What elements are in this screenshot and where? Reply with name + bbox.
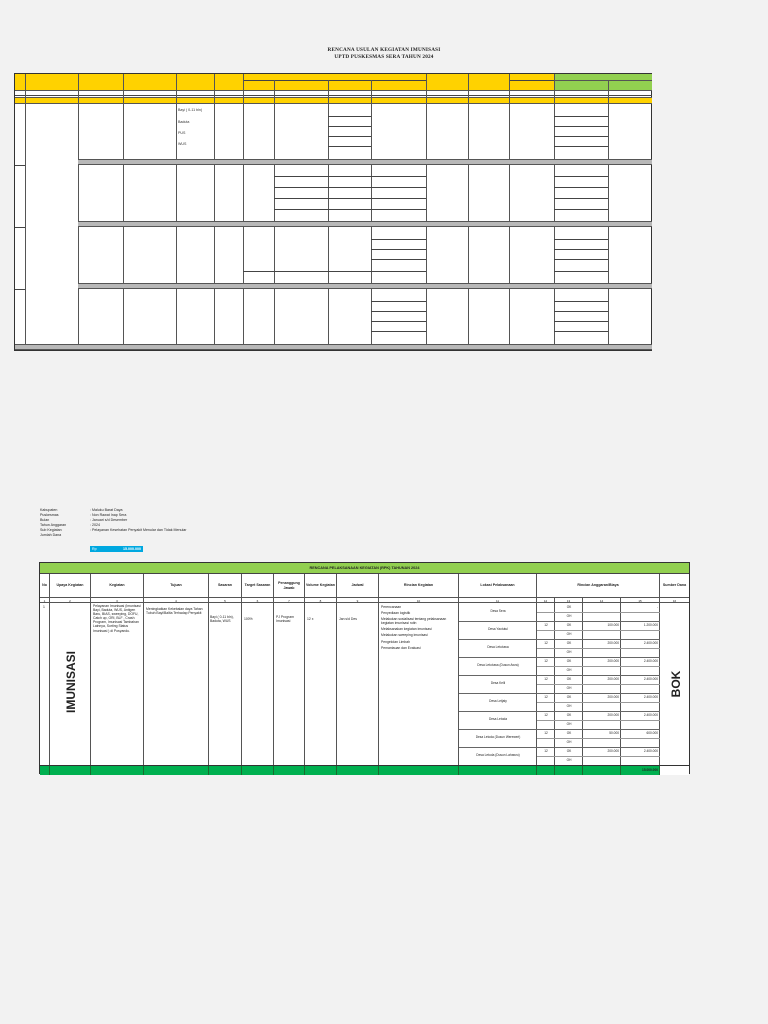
hdr-tujuan: Tujuan — [144, 574, 209, 597]
budget-unit-ok: OK — [566, 605, 572, 609]
budget-unit-ok: OK — [566, 731, 572, 735]
info-label-tahun: Tahun Anggaran — [40, 523, 67, 527]
ruk-footer-band — [15, 344, 652, 350]
info-labels — [40, 508, 66, 538]
rincian-item: Pemantauan dan Evaluasi — [381, 645, 421, 650]
colnum-12: 12 — [537, 597, 555, 603]
colnum-2: 2 — [50, 597, 91, 603]
info-value-puskesmas: : Non Rawat Inap Sera — [90, 513, 127, 517]
budget-jumlah: 600.000 — [646, 731, 658, 735]
total-bar — [40, 765, 689, 775]
colnum-1: 1 — [40, 597, 50, 603]
hdr-target: Target Sasaran — [242, 574, 274, 597]
budget-vol: 12 — [544, 749, 548, 753]
budget-jumlah: 1.200.000 — [643, 623, 658, 627]
total-value: 15.000.000 — [642, 768, 658, 772]
budget-vol: 12 — [544, 623, 548, 627]
rincian-list — [381, 605, 458, 650]
doc-title-line1: RENCANA USULAN KEGIATAN IMUNISASI — [327, 47, 441, 53]
hdr-jadwal: Jadwal — [337, 574, 379, 597]
budget-jumlah: 2.400.000 — [643, 677, 658, 681]
rincian-item: Perencanaan — [381, 605, 402, 609]
budget-harga: 200.000 — [607, 749, 619, 753]
hdr-anggaran: Rincian Anggaran/Biaya — [537, 574, 660, 597]
budget-unit-oh: OH — [566, 740, 572, 744]
tujuan-text: Meningkatkan Kekebalan daya Tahan Tubuh Bayi/Balita Terhadap Penyakit — [146, 607, 203, 616]
hdr-lokasi: Lokasi Pelaksanaan — [459, 574, 537, 597]
hdr-volume: Volume Kegiatan — [305, 574, 337, 597]
lokasi-item: Desa Yaotutul — [488, 627, 508, 631]
colnum-11: 11 — [459, 597, 537, 603]
lokasi-item: Desa Letoda (Dusun Lahawru) — [476, 753, 520, 757]
budget-unit-oh: OH — [566, 686, 572, 690]
row-no: 1 — [43, 605, 45, 609]
budget-jumlah: 2.400.000 — [643, 749, 658, 753]
budget-unit-oh: OH — [566, 668, 572, 672]
dana-box — [90, 546, 143, 552]
budget-vol: 12 — [544, 713, 548, 717]
hdr-sumber: Sumber Dana — [662, 583, 687, 588]
sasaran-text: Bayi ( 0-11 bln), Baduta, WUS — [210, 615, 234, 624]
budget-unit-oh: OH — [566, 614, 572, 618]
dana-value: 15.000.000 — [123, 547, 141, 551]
lokasi-item: Desa Letutuwa (Dusun Awra) — [477, 663, 519, 667]
budget-vol: 12 — [544, 677, 548, 681]
info-values — [90, 508, 187, 533]
ruk-header-band — [15, 74, 555, 91]
budget-unit-ok: OK — [566, 659, 572, 663]
ruk-table — [14, 73, 652, 351]
ruk-colnum-band — [15, 97, 652, 104]
ruk-header-green-sub — [554, 81, 652, 91]
budget-jumlah: 2.400.000 — [643, 641, 658, 645]
ruk-section-divider-3 — [78, 283, 652, 289]
budget-harga: 200.000 — [607, 659, 619, 663]
colnum-6: 6 — [242, 597, 274, 603]
info-label-dana: Jumlah Dana — [40, 533, 62, 537]
colnum-16: 16 — [660, 597, 689, 603]
colnum-15: 15 — [621, 597, 660, 603]
budget-unit-oh: OH — [566, 704, 572, 708]
budget-vol: 12 — [544, 731, 548, 735]
budget-vol: 12 — [544, 641, 548, 645]
info-value-tahun: : 2024 — [90, 523, 100, 527]
budget-harga: 50.000 — [609, 731, 619, 735]
budget-vol: 12 — [544, 695, 548, 699]
budget-unit-ok: OK — [566, 677, 572, 681]
budget-jumlah: 2.400.000 — [643, 659, 658, 663]
hdr-upaya: Upaya Kegiatan — [50, 574, 91, 597]
budget-unit-oh: OH — [566, 722, 572, 726]
sasaran-baduta: Baduta — [178, 120, 190, 124]
colnum-9: 9 — [337, 597, 379, 603]
lokasi-item: Desa Kelli — [490, 681, 506, 685]
budget-harga: 200.000 — [607, 695, 619, 699]
ruk-section-divider-1 — [78, 159, 652, 165]
budget-unit-ok: OK — [566, 749, 572, 753]
volume-text: 12 x — [307, 617, 314, 621]
info-value-subkegiatan: : Pelayanan Kesehatan Penyakit Menular dan Tidak Menular — [90, 528, 187, 532]
budget-jumlah: - — [656, 605, 658, 609]
info-label-kabupaten: Kabupaten — [40, 508, 58, 512]
colnum-5: 5 — [209, 597, 242, 603]
doc-title-line2: UPTD PUSKESMAS SERA TAHUN 2024 — [334, 54, 434, 60]
ruk-section-divider-2 — [78, 221, 652, 227]
budget-vol: 12 — [544, 659, 548, 663]
budget-harga: 100.000 — [607, 623, 619, 627]
upaya-imunisasi-label: IMUNISASI — [64, 651, 78, 714]
hdr-sasaran: Sasaran — [209, 574, 242, 597]
budget-harga: 200.000 — [607, 641, 619, 645]
rincian-item: Melaksanakan kegiatan imunisasi — [381, 627, 432, 632]
rincian-item: Pengelolan Limbah — [381, 639, 411, 644]
budget-unit-oh: OH — [566, 632, 572, 636]
colnum-13: 13 — [555, 597, 583, 603]
colnum-8: 8 — [305, 597, 337, 603]
hdr-no: No — [40, 574, 50, 597]
budget-jumlah: 2.400.000 — [643, 713, 658, 717]
budget-unit-oh: OH — [566, 650, 572, 654]
rincian-item: Penyediaan logistik — [381, 611, 411, 616]
rpk-table — [39, 562, 690, 774]
lokasi-item: Desa Letoda (Dusun Wereweri) — [475, 735, 521, 739]
rincian-item: Melakukan sosialisasi tentang pelaksanaan kegiatan imunisasi rutin — [381, 617, 447, 626]
colnum-4: 4 — [144, 597, 209, 603]
budget-jumlah: 2.400.000 — [643, 695, 658, 699]
info-value-bulan: : Januari s/d Desember — [90, 518, 128, 522]
info-label-bulan: Bulan — [40, 518, 50, 522]
colnum-10: 10 — [379, 597, 459, 603]
lokasi-item: Desa Letutuwa — [487, 645, 509, 649]
rpk-title: RENCANA PELAKSANAAN KEGIATAN (RPK) TAHUNAN 2024 — [40, 563, 689, 574]
budget-harga: 200.000 — [607, 713, 619, 717]
target-text: 100% — [244, 617, 253, 621]
hdr-kegiatan: Kegiatan — [91, 574, 144, 597]
lokasi-item: Desa Letjaty — [489, 699, 507, 703]
hdr-rincian: Rincian Kegiatan — [379, 574, 459, 597]
kegiatan-text: Pelayanan Imunisasi (Imunisasi Bayi, Baduta, WUS, Antigen Baru, BIAS, sweeping, DOFU, Catch up, ORI, BLF , Crash Program, Imunisasi Tambahan Lainnya, Sorting Status Imunisasi ) di Posyandu. — [93, 604, 141, 633]
rincian-item: Melakukan sweeping imunisasi — [381, 633, 428, 638]
hdr-pj: Penanggung Jawab — [274, 574, 305, 597]
sasaran-wus: WUS — [178, 142, 187, 146]
sasaran-pus: PUS — [178, 131, 186, 135]
colnum-7: 7 — [274, 597, 305, 603]
info-value-kabupaten: : Maluku Barat Daya — [90, 508, 123, 512]
lokasi-item: Desa Sera — [490, 609, 506, 613]
sasaran-bayi: Bayi ( 0-11 bln) — [178, 108, 203, 112]
budget-unit-oh: OH — [566, 758, 572, 762]
info-label-puskesmas: Puskesmas — [40, 513, 59, 517]
jadwal-text: Jan s/d Des — [339, 617, 357, 621]
ruk-header-green — [554, 74, 652, 81]
budget-unit-ok: OK — [566, 623, 572, 627]
info-label-subkegiatan: Sub Kegiatan — [40, 528, 62, 532]
budget-unit-ok: OK — [566, 641, 572, 645]
budget-unit-ok: OK — [566, 713, 572, 717]
colnum-14: 14 — [583, 597, 621, 603]
budget-unit-ok: OK — [566, 695, 572, 699]
dana-prefix: Rp — [92, 547, 97, 551]
sumber-dana-label: BOK — [669, 670, 683, 698]
colnum-3: 3 — [91, 597, 144, 603]
budget-harga: 200.000 — [607, 677, 619, 681]
lokasi-item: Desa Letoda — [488, 717, 508, 721]
pj-text: PJ Program Imunisasi — [276, 615, 294, 624]
